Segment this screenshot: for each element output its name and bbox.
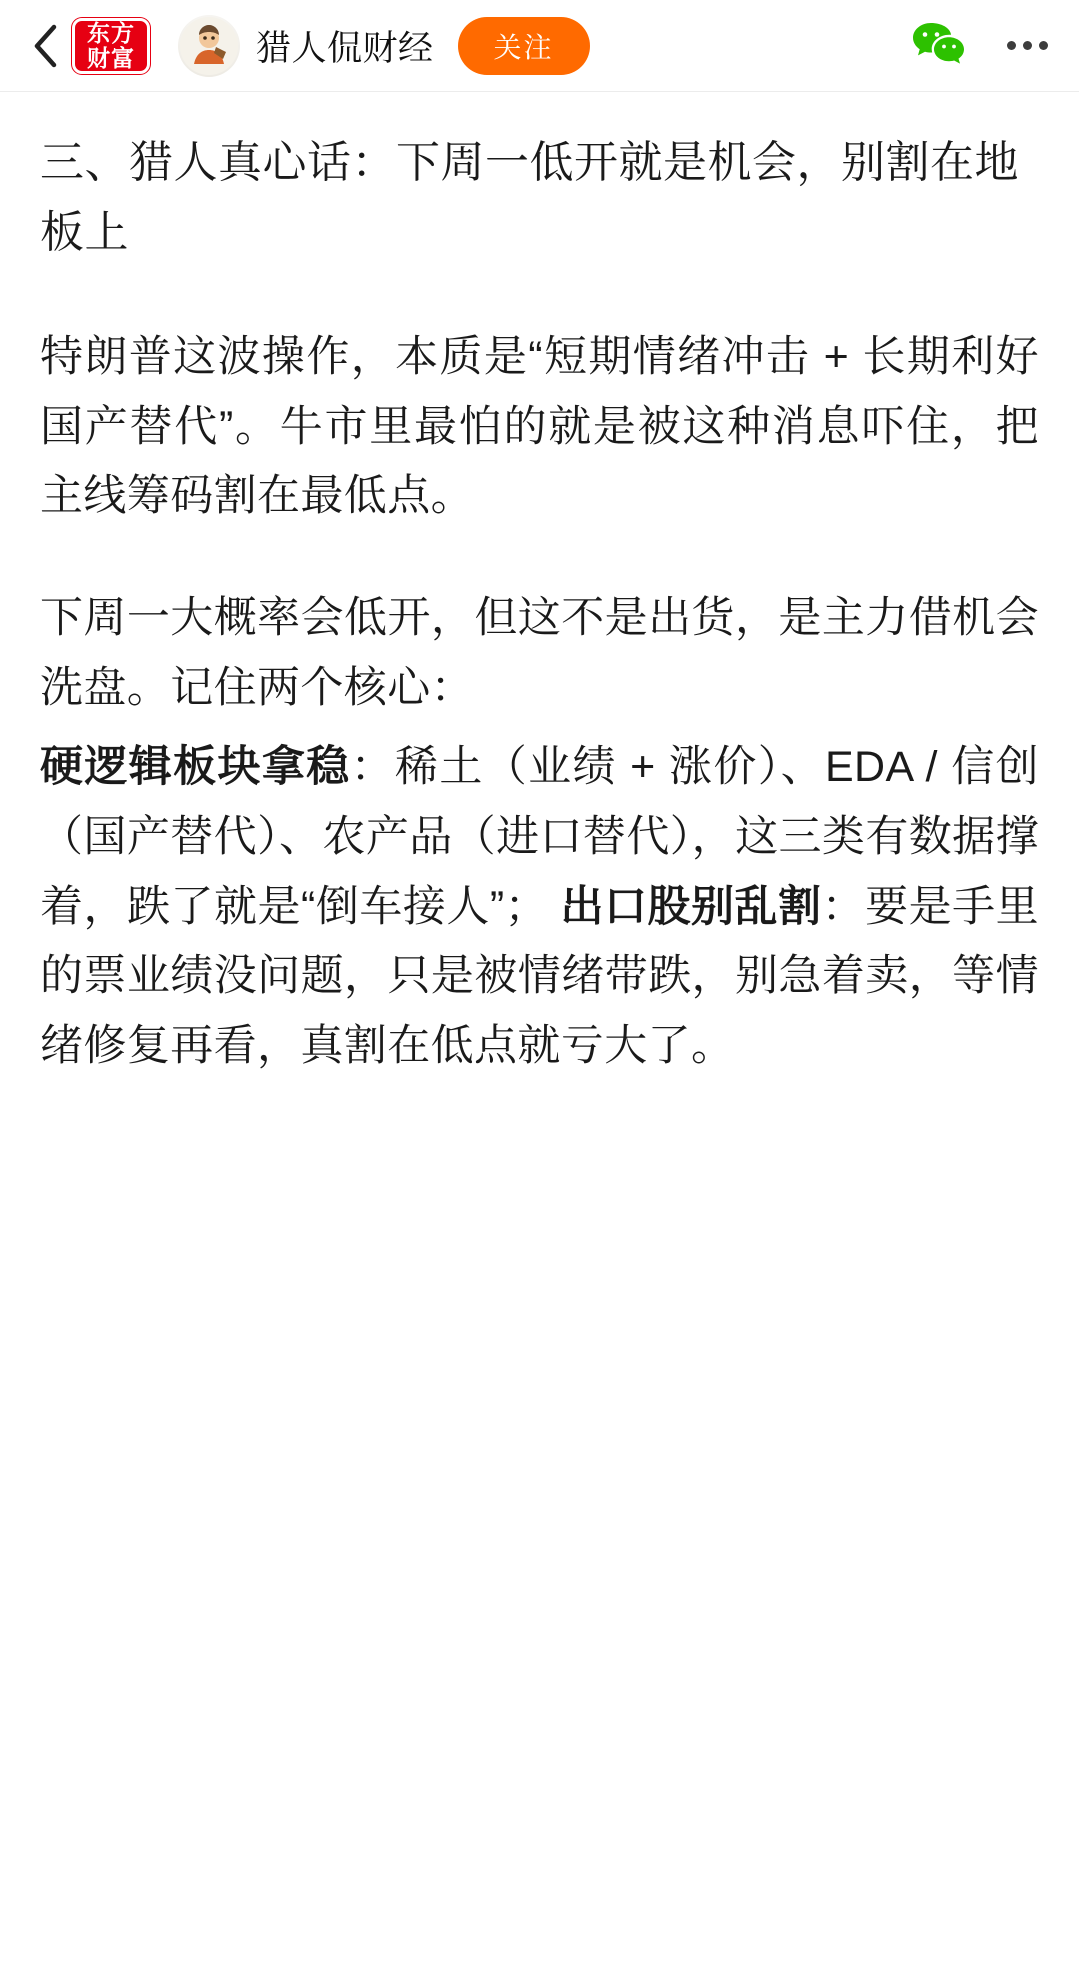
- more-dot-2: [1023, 41, 1032, 50]
- more-dot-3: [1039, 41, 1048, 50]
- more-options-button[interactable]: [1001, 20, 1053, 72]
- logo-line-1: 东方: [87, 20, 135, 47]
- article-text-segment-2: ：要是手里的票业绩没问题，只是被情绪带跌，别急着卖，等情绪修复再看，真割在低点就亏大了。: [40, 882, 1039, 1070]
- article-body: [0, 92, 1079, 1194]
- chevron-left-icon: [31, 22, 59, 70]
- more-dot-1: [1007, 41, 1016, 50]
- back-button[interactable]: [22, 18, 68, 74]
- article-text-segment-1: ：稀土（业绩 + 涨价）、EDA / 信创（国产替代）、农产品（进口替代），这三类有数据撑着，跌了就是“倒车接人”；: [40, 743, 1039, 931]
- avatar[interactable]: [178, 15, 240, 77]
- top-navigation-bar: [0, 0, 1079, 92]
- wechat-share-button[interactable]: [909, 20, 967, 72]
- account-avatar-icon: [180, 17, 238, 75]
- wechat-icon: [910, 19, 966, 72]
- topbar-actions: [909, 20, 1053, 72]
- account-name[interactable]: 猎人侃财经: [256, 28, 434, 68]
- logo-line-2: 财富: [87, 44, 135, 71]
- article-paragraph-1: 特朗普这波操作，本质是“短期情绪冲击 + 长期利好国产替代”。牛市里最怕的就是被这种消息吓住，把主线筹码割在最低点。: [40, 333, 1039, 521]
- article-bold-term-2: 出口股别乱割: [560, 882, 822, 931]
- eastmoney-logo[interactable]: [72, 18, 150, 74]
- article-paragraph-3: [40, 733, 1039, 1081]
- article-paragraph-2: 下周一大概率会低开，但这不是出货，是主力借机会洗盘。记住两个核心：: [40, 594, 1039, 712]
- article-section-heading: 三、猎人真心话：下周一低开就是机会，别割在地板上: [40, 138, 1019, 257]
- article-bold-term-1: 硬逻辑板块拿稳: [40, 743, 351, 792]
- follow-button[interactable]: 关注: [458, 17, 590, 75]
